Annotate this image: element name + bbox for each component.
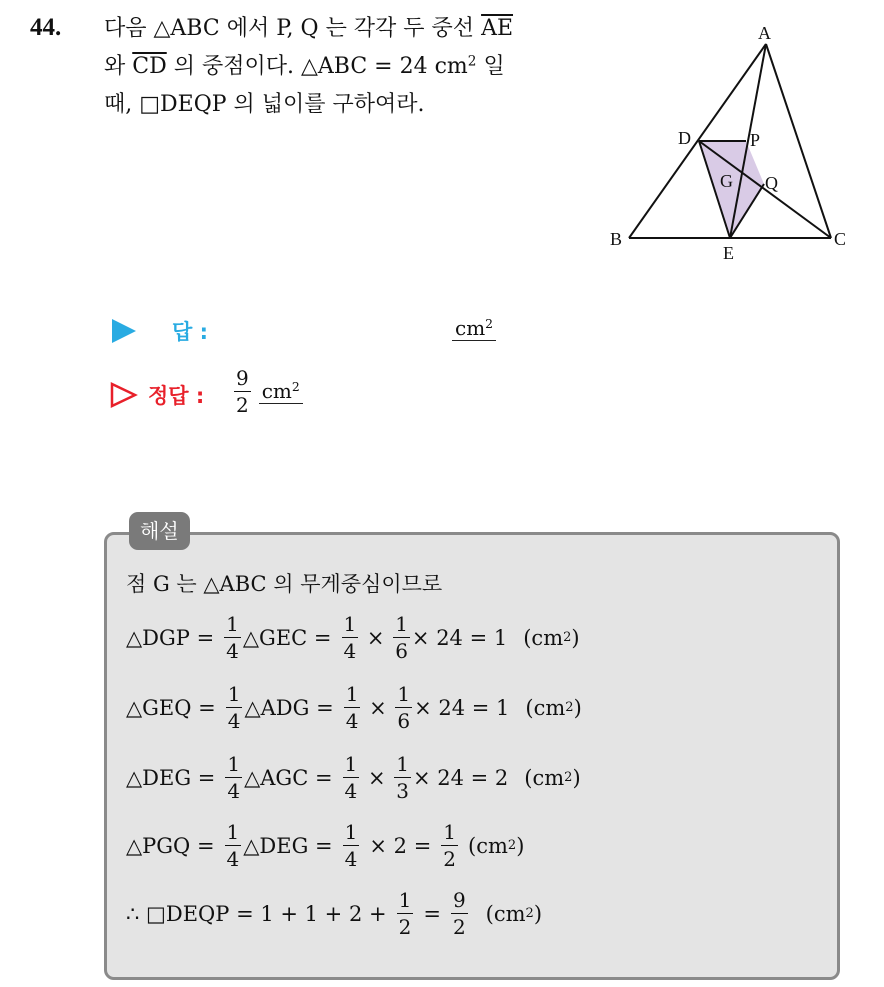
solution-row-1: △DGP = $\frac{1}{4}$ △GEC = $\frac{1}{4}$ × $\frac{1}{6}$ × 24 = 1 (cm 2 ): [126, 612, 580, 663]
correct-label: 정답 :: [148, 384, 205, 408]
correct-fraction: $\frac{9}{2}$: [236, 366, 249, 417]
segment-cd: $\overline{CD}$: [132, 54, 167, 79]
solution-row-3: △DEG = $\frac{1}{4}$ △AGC = $\frac{1}{4}$ × $\frac{1}{3}$ × 24 = 2 (cm 2 ): [126, 752, 581, 803]
correct-answer: [232, 368, 303, 415]
label-g: G: [720, 171, 733, 191]
solution-intro: 점 G 는 △ABC 의 무게중심이므로: [126, 572, 443, 596]
label-b: B: [610, 229, 623, 249]
question-number: 44.: [30, 14, 62, 41]
segment-ae: $\overline{AE}$: [481, 16, 514, 41]
label-a: A: [758, 23, 771, 43]
answer-blank[interactable]: $cm^2$: [452, 316, 496, 340]
question-line-2: 와 $\overline{CD}$ 의 중점이다. △ABC = 24 $cm^2$ 일: [104, 53, 505, 79]
label-e: E: [723, 243, 734, 263]
label-c: C: [834, 229, 847, 249]
correct-unit: $cm^2$: [259, 379, 303, 404]
question-line-1: 다음 △ABC 에서 P, Q 는 각각 두 중선 $\overline{AE}$: [104, 16, 514, 41]
label-p: P: [750, 130, 761, 150]
question-line-3: 때, □DEQP 의 넓이를 구하여라.: [104, 92, 425, 117]
side-ac: [766, 44, 831, 238]
answer-label: 답 :: [172, 320, 208, 344]
label-q: Q: [765, 173, 778, 193]
solution-row-5: ∴ □DEQP = 1 + 1 + 2 + $\frac{1}{2}$ = $\frac{9}{2}$ (cm 2 ): [126, 888, 543, 939]
correct-arrow-icon: [110, 382, 138, 408]
solution-tag: 해설: [129, 512, 190, 550]
solution-row-2: △GEQ = $\frac{1}{4}$ △ADG = $\frac{1}{4}$ × $\frac{1}{6}$ × 24 = 1 (cm 2 ): [126, 682, 582, 733]
answer-arrow-icon: [110, 318, 138, 344]
label-d: D: [678, 128, 691, 148]
solution-row-4: △PGQ = $\frac{1}{4}$ △DEG = $\frac{1}{4}$ × 2 = $\frac{1}{2}$ (cm 2 ): [126, 820, 525, 871]
triangle-figure: [606, 22, 856, 267]
